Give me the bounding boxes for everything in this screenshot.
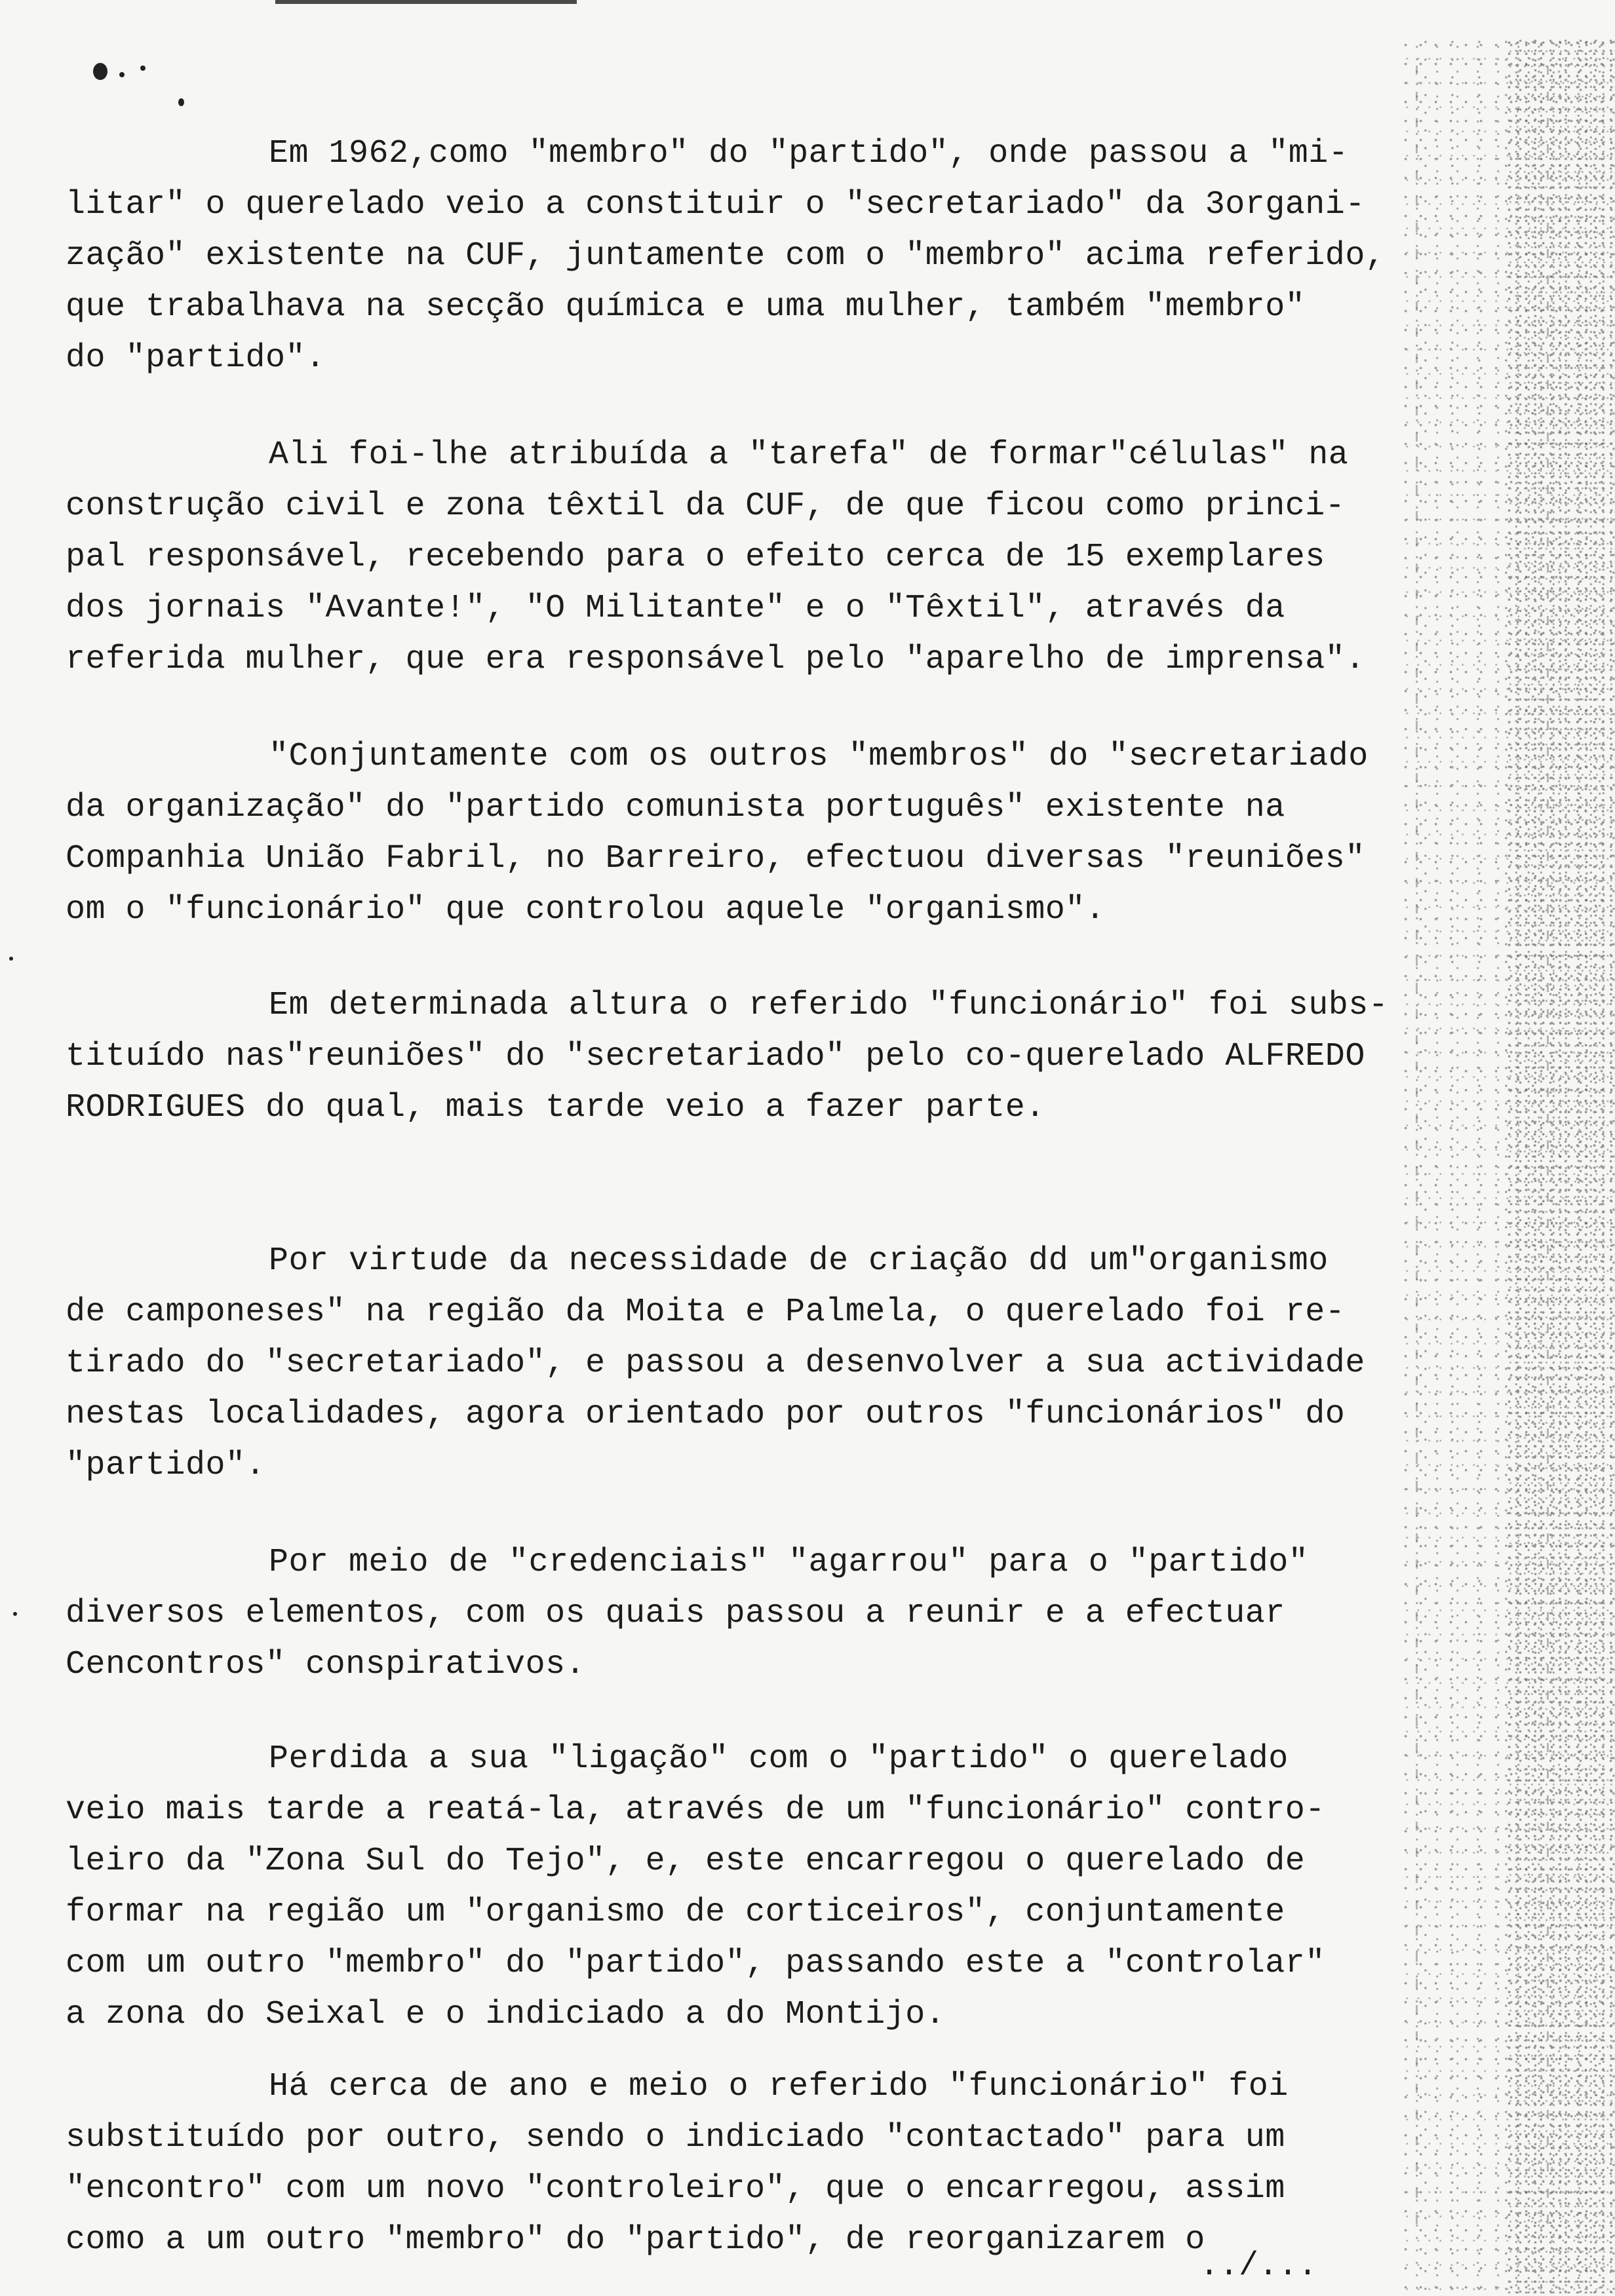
text-line: como a um outro "membro" do "partido", de reorganizarem o	[66, 2221, 1205, 2259]
text-line: Há cerca de ano e meio o referido "funcionário" foi	[269, 2068, 1289, 2105]
ink-blot	[93, 63, 107, 80]
scan-edge-line	[1547, 66, 1549, 2228]
text-line: "encontro" com um novo "controleiro", que o encarregou, assim	[66, 2170, 1285, 2208]
text-line: Ali foi-lhe atribuída a "tarefa" de formar"células" na	[269, 436, 1349, 474]
text-line: litar" o querelado veio a constituir o "secretariado" da 3organi-	[66, 186, 1365, 223]
ink-blot	[9, 957, 13, 961]
text-line: substituído por outro, sendo o indiciado "contactado" para um	[66, 2119, 1285, 2156]
text-line: leiro da "Zona Sul do Tejo", e, este encarregou o querelado de	[66, 1843, 1306, 1880]
text-line: diversos elementos, com os quais passou a reunir e a efectuar	[66, 1595, 1285, 1632]
text-line: formar na região um "organismo de corticeiros", conjuntamente	[66, 1894, 1285, 1931]
text-line: tirado do "secretariado", e passou a desenvolver a sua actividade	[66, 1345, 1365, 1382]
text-line: Por virtude da necessidade de criação dd um"organismo	[269, 1242, 1329, 1280]
text-line: que trabalhava na secção química e uma mulher, também "membro"	[66, 288, 1306, 326]
ink-blot	[140, 66, 146, 71]
text-line: a zona do Seixal e o indiciado a do Montijo.	[66, 1996, 946, 2033]
text-line: Por meio de "credenciais" "agarrou" para o "partido"	[269, 1544, 1309, 1581]
scan-edge-line	[1416, 66, 1418, 2228]
text-line: "Conjuntamente com os outros "membros" do "secretariado	[269, 738, 1369, 775]
text-line: Perdida a sua "ligação" com o "partido" o querelado	[269, 1740, 1289, 1778]
text-line: Cencontros" conspirativos.	[66, 1646, 586, 1683]
text-line: tituído nas"reuniões" do "secretariado" pelo co-querelado ALFREDO	[66, 1038, 1365, 1075]
text-line: RODRIGUES do qual, mais tarde veio a fazer parte.	[66, 1089, 1045, 1126]
text-line: "partido".	[66, 1447, 266, 1484]
text-line: Em 1962,como "membro" do "partido", onde passou a "mi-	[269, 135, 1349, 172]
ink-blot	[119, 72, 125, 77]
text-line: om o "funcionário" que controlou aquele "organismo".	[66, 891, 1106, 928]
text-line: da organização" do "partido comunista português" existente na	[66, 789, 1285, 826]
continuation-mark: ../...	[1199, 2248, 1318, 2285]
text-line: construção civil e zona têxtil da CUF, de que ficou como princi-	[66, 488, 1346, 525]
text-line: Em determinada altura o referido "funcionário" foi subs-	[269, 987, 1389, 1024]
text-line: dos jornais "Avante!", "O Militante" e o "Têxtil", através da	[66, 590, 1285, 627]
text-line: nestas localidades, agora orientado por outros "funcionários" do	[66, 1396, 1346, 1433]
text-line: zação" existente na CUF, juntamente com o "membro" acima referido,	[66, 237, 1386, 275]
top-edge-rule	[275, 0, 577, 4]
text-line: com um outro "membro" do "partido", passando este a "controlar"	[66, 1945, 1325, 1982]
ink-blot	[178, 98, 184, 106]
ink-blot	[13, 1612, 17, 1616]
text-line: pal responsável, recebendo para o efeito cerca de 15 exemplares	[66, 539, 1325, 576]
scan-noise-edge	[1508, 39, 1615, 2293]
text-line: de camponeses" na região da Moita e Palmela, o querelado foi re-	[66, 1293, 1346, 1331]
text-line: do "partido".	[66, 339, 326, 377]
text-line: Companhia União Fabril, no Barreiro, efectuou diversas "reuniões"	[66, 840, 1365, 877]
text-line: veio mais tarde a reatá-la, através de um "funcionário" contro-	[66, 1791, 1325, 1829]
text-line: referida mulher, que era responsável pelo "aparelho de imprensa".	[66, 641, 1365, 678]
